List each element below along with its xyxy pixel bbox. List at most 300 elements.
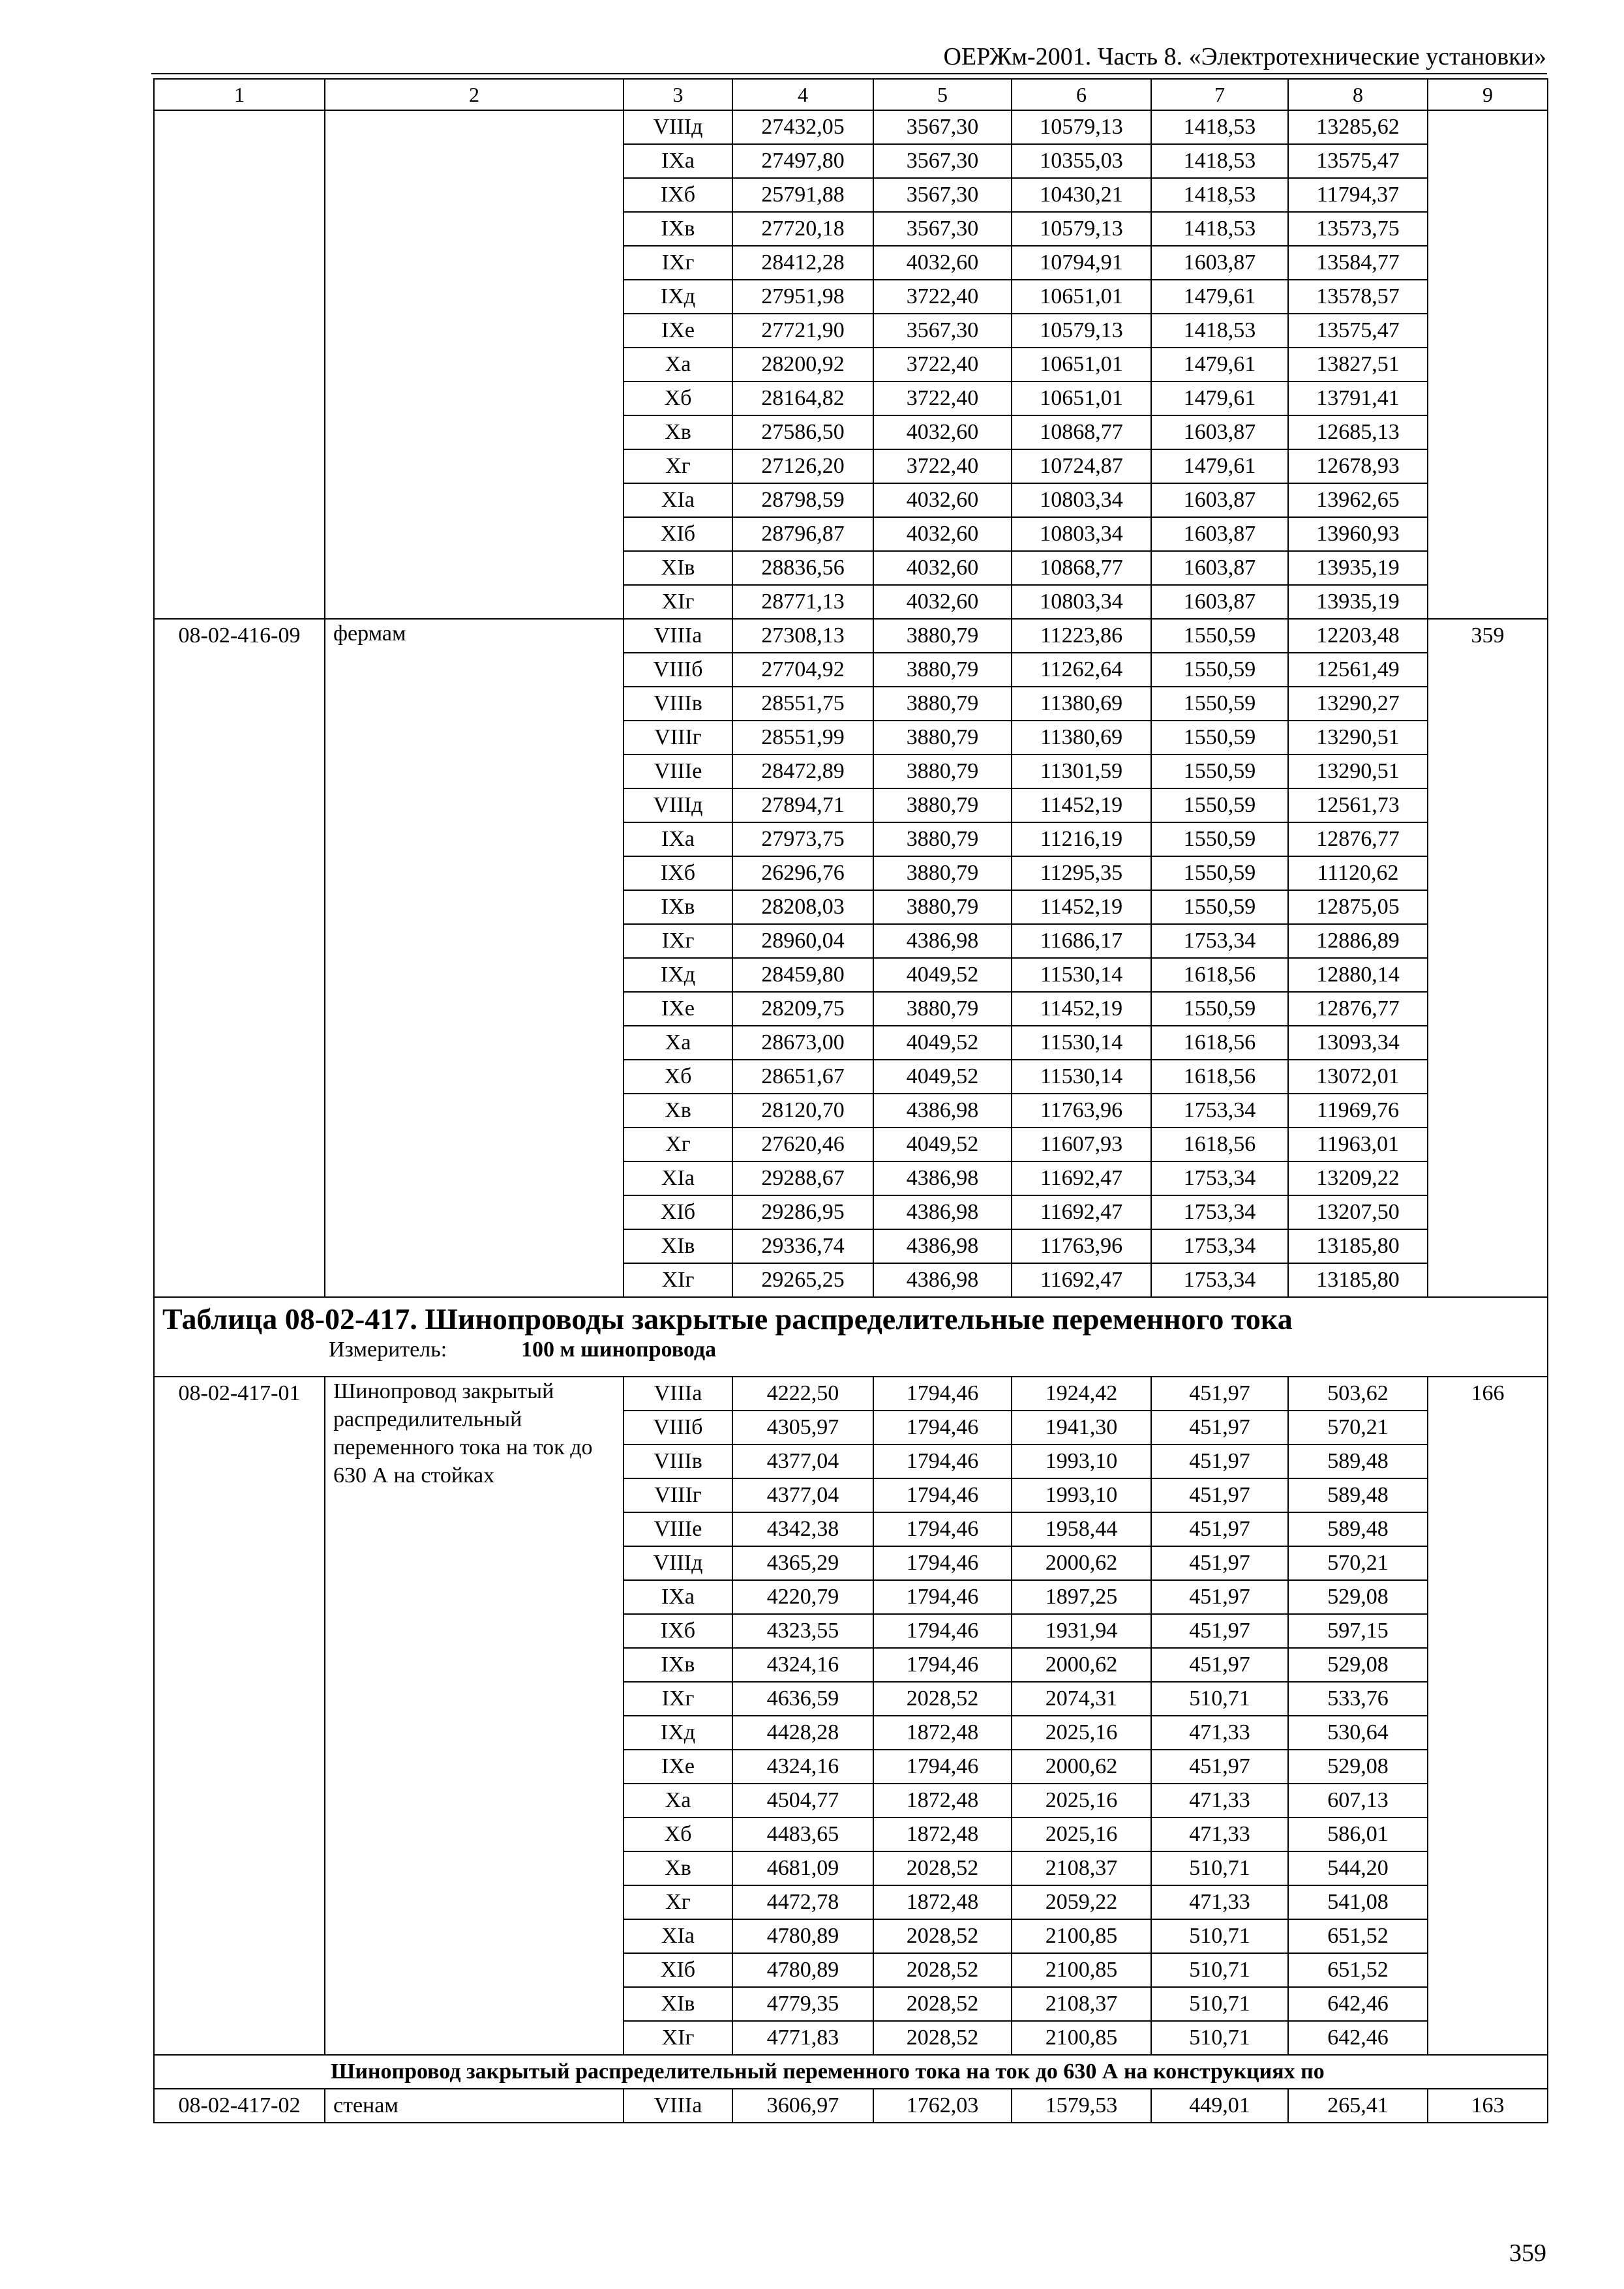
cell-region: IXв <box>624 1648 732 1682</box>
cell-machinist-wages: 451,97 <box>1151 1512 1288 1546</box>
cell-machine-cost: 11452,19 <box>1012 992 1151 1026</box>
cell-total-cost: 27432,05 <box>732 110 873 144</box>
cell-materials: 589,48 <box>1288 1512 1428 1546</box>
cell-machine-cost: 1993,10 <box>1012 1444 1151 1478</box>
cell-wages: 1794,46 <box>873 1614 1012 1648</box>
cell-materials: 11963,01 <box>1288 1128 1428 1161</box>
cell-region: VIIIг <box>624 721 732 755</box>
cell-total-cost: 25791,88 <box>732 178 873 212</box>
cell-code: 08-02-417-01 <box>154 1377 325 2055</box>
cell-total-cost: 4504,77 <box>732 1784 873 1818</box>
section-title: Таблица 08-02-417. Шинопроводы закрытые распределительные переменного тока <box>162 1302 1293 1336</box>
cell-wages: 4032,60 <box>873 551 1012 585</box>
cell-machinist-wages: 510,71 <box>1151 1682 1288 1716</box>
cell-total-cost: 27126,20 <box>732 449 873 483</box>
cell-total-cost: 4305,97 <box>732 1411 873 1444</box>
cell-machinist-wages: 1618,56 <box>1151 1060 1288 1094</box>
cell-machine-cost: 11380,69 <box>1012 721 1151 755</box>
cell-region: VIIIа <box>624 619 732 653</box>
cell-materials: 12886,89 <box>1288 924 1428 958</box>
cell-machine-cost: 10651,01 <box>1012 280 1151 314</box>
cell-total-cost: 27951,98 <box>732 280 873 314</box>
cell-machine-cost: 10651,01 <box>1012 348 1151 382</box>
cell-rate-ref: 166 <box>1428 1377 1548 2055</box>
cell-region: VIIIб <box>624 653 732 687</box>
cell-region: IXб <box>624 856 732 890</box>
cell-total-cost: 28673,00 <box>732 1026 873 1060</box>
cell-total-cost: 4771,83 <box>732 2021 873 2055</box>
cell-wages: 1872,48 <box>873 1885 1012 1919</box>
column-number: 5 <box>873 79 1012 110</box>
cell-machine-cost: 10579,13 <box>1012 314 1151 348</box>
cell-total-cost: 4377,04 <box>732 1444 873 1478</box>
cell-machine-cost: 1958,44 <box>1012 1512 1151 1546</box>
cell-region: Xб <box>624 1818 732 1851</box>
cell-machinist-wages: 1550,59 <box>1151 687 1288 721</box>
cell-machine-cost: 1897,25 <box>1012 1580 1151 1614</box>
cell-materials: 12880,14 <box>1288 958 1428 992</box>
cell-materials: 11120,62 <box>1288 856 1428 890</box>
cell-machine-cost: 11452,19 <box>1012 788 1151 822</box>
column-number-row <box>154 79 1548 110</box>
cell-wages: 2028,52 <box>873 1919 1012 1953</box>
cell-machinist-wages: 1550,59 <box>1151 721 1288 755</box>
cell-wages: 1762,03 <box>873 2089 1012 2123</box>
column-number: 2 <box>325 79 624 110</box>
cell-wages: 3567,30 <box>873 178 1012 212</box>
cell-region: VIIIв <box>624 687 732 721</box>
cell-machinist-wages: 1550,59 <box>1151 992 1288 1026</box>
cell-total-cost: 27973,75 <box>732 822 873 856</box>
cell-total-cost: 4472,78 <box>732 1885 873 1919</box>
cell-machinist-wages: 471,33 <box>1151 1716 1288 1750</box>
cell-wages: 2028,52 <box>873 1953 1012 1987</box>
cell-total-cost: 28200,92 <box>732 348 873 382</box>
cell-materials: 13290,51 <box>1288 755 1428 788</box>
cell-total-cost: 4780,89 <box>732 1919 873 1953</box>
cell-wages: 4386,98 <box>873 1229 1012 1263</box>
cell-materials: 13962,65 <box>1288 483 1428 517</box>
cell-code: 08-02-417-02 <box>154 2089 325 2123</box>
cell-machine-cost: 10724,87 <box>1012 449 1151 483</box>
unit-value: 100 м шинопровода <box>521 1338 717 1362</box>
cell-machinist-wages: 1603,87 <box>1151 415 1288 449</box>
cell-total-cost: 28771,13 <box>732 585 873 619</box>
cell-total-cost: 27720,18 <box>732 212 873 246</box>
cell-wages: 4386,98 <box>873 1263 1012 1297</box>
cell-machine-cost: 10579,13 <box>1012 212 1151 246</box>
cell-total-cost: 27308,13 <box>732 619 873 653</box>
cell-region: XIа <box>624 483 732 517</box>
cell-materials: 642,46 <box>1288 2021 1428 2055</box>
cell-materials: 13578,57 <box>1288 280 1428 314</box>
cell-materials: 13207,50 <box>1288 1195 1428 1229</box>
cell-description <box>325 110 624 619</box>
cell-wages: 3880,79 <box>873 687 1012 721</box>
cell-region: IXд <box>624 280 732 314</box>
cell-region: Xв <box>624 1094 732 1128</box>
cell-machinist-wages: 451,97 <box>1151 1377 1288 1411</box>
cell-materials: 13185,80 <box>1288 1263 1428 1297</box>
cell-region: Xа <box>624 1784 732 1818</box>
cell-machinist-wages: 1753,34 <box>1151 1161 1288 1195</box>
cell-machinist-wages: 1550,59 <box>1151 856 1288 890</box>
cell-total-cost: 28209,75 <box>732 992 873 1026</box>
cell-materials: 12561,73 <box>1288 788 1428 822</box>
cell-machine-cost: 11262,64 <box>1012 653 1151 687</box>
cell-region: VIIIд <box>624 788 732 822</box>
cell-region: Xв <box>624 1851 732 1885</box>
cell-machine-cost: 11686,17 <box>1012 924 1151 958</box>
cell-materials: 13209,22 <box>1288 1161 1428 1195</box>
cell-region: VIIIд <box>624 110 732 144</box>
cell-region: VIIIг <box>624 1478 732 1512</box>
cell-materials: 12203,48 <box>1288 619 1428 653</box>
cell-machinist-wages: 451,97 <box>1151 1614 1288 1648</box>
cell-region: IXе <box>624 1750 732 1784</box>
cell-machinist-wages: 1603,87 <box>1151 517 1288 551</box>
cell-machine-cost: 11530,14 <box>1012 1026 1151 1060</box>
cell-region: XIв <box>624 551 732 585</box>
cell-region: IXе <box>624 314 732 348</box>
cell-wages: 4049,52 <box>873 958 1012 992</box>
cell-total-cost: 28796,87 <box>732 517 873 551</box>
subheader-text: Шинопровод закрытый распределительный переменного тока на ток до 630 А на конструкциях по <box>154 2055 1548 2089</box>
cell-machinist-wages: 1550,59 <box>1151 619 1288 653</box>
cell-region: XIа <box>624 1161 732 1195</box>
cell-region: VIIIд <box>624 1546 732 1580</box>
cell-machinist-wages: 471,33 <box>1151 1885 1288 1919</box>
cell-machinist-wages: 1603,87 <box>1151 585 1288 619</box>
cell-machine-cost: 11763,96 <box>1012 1094 1151 1128</box>
cell-region: IXа <box>624 144 732 178</box>
cell-total-cost: 29336,74 <box>732 1229 873 1263</box>
cell-region: IXб <box>624 1614 732 1648</box>
cell-machine-cost: 10868,77 <box>1012 551 1151 585</box>
cell-region: Xг <box>624 449 732 483</box>
cell-wages: 2028,52 <box>873 2021 1012 2055</box>
table-row <box>154 2089 1548 2123</box>
cell-wages: 4386,98 <box>873 924 1012 958</box>
cell-code <box>154 110 325 619</box>
cell-materials: 13584,77 <box>1288 246 1428 280</box>
cell-region: XIб <box>624 1953 732 1987</box>
cell-materials: 13185,80 <box>1288 1229 1428 1263</box>
cell-wages: 3567,30 <box>873 212 1012 246</box>
cell-total-cost: 29265,25 <box>732 1263 873 1297</box>
cell-region: VIIIа <box>624 2089 732 2123</box>
cell-machine-cost: 1993,10 <box>1012 1478 1151 1512</box>
cell-wages: 4386,98 <box>873 1094 1012 1128</box>
cell-machinist-wages: 1618,56 <box>1151 1128 1288 1161</box>
cell-machinist-wages: 1418,53 <box>1151 110 1288 144</box>
cell-materials: 570,21 <box>1288 1546 1428 1580</box>
cell-machine-cost: 1931,94 <box>1012 1614 1151 1648</box>
cell-total-cost: 27586,50 <box>732 415 873 449</box>
cell-total-cost: 26296,76 <box>732 856 873 890</box>
cell-materials: 544,20 <box>1288 1851 1428 1885</box>
cell-wages: 1872,48 <box>873 1716 1012 1750</box>
cell-machinist-wages: 1618,56 <box>1151 1026 1288 1060</box>
cell-materials: 541,08 <box>1288 1885 1428 1919</box>
cell-machine-cost: 10794,91 <box>1012 246 1151 280</box>
cell-materials: 570,21 <box>1288 1411 1428 1444</box>
cell-materials: 13285,62 <box>1288 110 1428 144</box>
cell-machinist-wages: 1603,87 <box>1151 246 1288 280</box>
cell-region: Xг <box>624 1128 732 1161</box>
cell-machine-cost: 11692,47 <box>1012 1161 1151 1195</box>
cell-total-cost: 4324,16 <box>732 1750 873 1784</box>
cell-region: XIа <box>624 1919 732 1953</box>
cell-wages: 3567,30 <box>873 314 1012 348</box>
cell-materials: 12678,93 <box>1288 449 1428 483</box>
cell-region: VIIIв <box>624 1444 732 1478</box>
cell-description: стенам <box>325 2089 624 2123</box>
cell-region: IXг <box>624 924 732 958</box>
cell-materials: 607,13 <box>1288 1784 1428 1818</box>
cell-region: VIIIа <box>624 1377 732 1411</box>
cell-machinist-wages: 510,71 <box>1151 1919 1288 1953</box>
cell-region: IXа <box>624 1580 732 1614</box>
cell-materials: 13093,34 <box>1288 1026 1428 1060</box>
cell-wages: 1794,46 <box>873 1478 1012 1512</box>
cell-total-cost: 4681,09 <box>732 1851 873 1885</box>
cell-total-cost: 28836,56 <box>732 551 873 585</box>
cell-materials: 13791,41 <box>1288 382 1428 415</box>
cell-machinist-wages: 1550,59 <box>1151 890 1288 924</box>
cell-region: XIг <box>624 585 732 619</box>
column-number: 3 <box>624 79 732 110</box>
cell-total-cost: 4780,89 <box>732 1953 873 1987</box>
cell-region: IXд <box>624 1716 732 1750</box>
cell-materials: 530,64 <box>1288 1716 1428 1750</box>
cell-wages: 1794,46 <box>873 1546 1012 1580</box>
cell-machine-cost: 2025,16 <box>1012 1784 1151 1818</box>
cell-wages: 3567,30 <box>873 110 1012 144</box>
cell-total-cost: 4428,28 <box>732 1716 873 1750</box>
cell-wages: 1794,46 <box>873 1411 1012 1444</box>
cell-region: Xб <box>624 1060 732 1094</box>
cell-machinist-wages: 510,71 <box>1151 1953 1288 1987</box>
cell-wages: 3880,79 <box>873 788 1012 822</box>
cell-total-cost: 4324,16 <box>732 1648 873 1682</box>
cell-machine-cost: 10355,03 <box>1012 144 1151 178</box>
cell-materials: 11794,37 <box>1288 178 1428 212</box>
cell-machine-cost: 11530,14 <box>1012 958 1151 992</box>
cell-wages: 1794,46 <box>873 1648 1012 1682</box>
cell-region: XIб <box>624 1195 732 1229</box>
cell-wages: 4386,98 <box>873 1161 1012 1195</box>
cell-wages: 3722,40 <box>873 348 1012 382</box>
cell-machine-cost: 2074,31 <box>1012 1682 1151 1716</box>
cell-region: Xа <box>624 348 732 382</box>
cell-machine-cost: 11301,59 <box>1012 755 1151 788</box>
cell-total-cost: 27894,71 <box>732 788 873 822</box>
cell-machinist-wages: 1418,53 <box>1151 178 1288 212</box>
cell-machine-cost: 2025,16 <box>1012 1818 1151 1851</box>
cell-wages: 4049,52 <box>873 1060 1012 1094</box>
cell-machine-cost: 2025,16 <box>1012 1716 1151 1750</box>
cell-materials: 533,76 <box>1288 1682 1428 1716</box>
cell-wages: 4032,60 <box>873 483 1012 517</box>
cell-machine-cost: 1579,53 <box>1012 2089 1151 2123</box>
cell-materials: 13575,47 <box>1288 314 1428 348</box>
cell-total-cost: 28412,28 <box>732 246 873 280</box>
cell-region: Xа <box>624 1026 732 1060</box>
cell-total-cost: 28551,75 <box>732 687 873 721</box>
cell-materials: 586,01 <box>1288 1818 1428 1851</box>
cell-wages: 4386,98 <box>873 1195 1012 1229</box>
cell-materials: 651,52 <box>1288 1953 1428 1987</box>
cell-machinist-wages: 451,97 <box>1151 1444 1288 1478</box>
cell-wages: 1872,48 <box>873 1818 1012 1851</box>
cell-region: IXв <box>624 212 732 246</box>
cell-machine-cost: 11295,35 <box>1012 856 1151 890</box>
cell-machine-cost: 1941,30 <box>1012 1411 1151 1444</box>
section-header-row <box>154 1297 1548 1377</box>
cell-machine-cost: 2000,62 <box>1012 1546 1151 1580</box>
cell-region: Xг <box>624 1885 732 1919</box>
cell-machinist-wages: 1550,59 <box>1151 788 1288 822</box>
column-number: 1 <box>154 79 325 110</box>
cell-region: XIб <box>624 517 732 551</box>
cell-wages: 2028,52 <box>873 1682 1012 1716</box>
cell-machinist-wages: 1550,59 <box>1151 822 1288 856</box>
cell-machinist-wages: 1479,61 <box>1151 348 1288 382</box>
cell-machinist-wages: 1479,61 <box>1151 382 1288 415</box>
cell-materials: 529,08 <box>1288 1648 1428 1682</box>
cell-machinist-wages: 1618,56 <box>1151 958 1288 992</box>
cell-rate-ref: 163 <box>1428 2089 1548 2123</box>
cell-machine-cost: 10803,34 <box>1012 585 1151 619</box>
cell-machinist-wages: 1550,59 <box>1151 653 1288 687</box>
cell-wages: 4049,52 <box>873 1128 1012 1161</box>
cell-materials: 12876,77 <box>1288 992 1428 1026</box>
cell-region: VIIIе <box>624 1512 732 1546</box>
cell-materials: 13935,19 <box>1288 551 1428 585</box>
cell-total-cost: 27620,46 <box>732 1128 873 1161</box>
column-number: 7 <box>1151 79 1288 110</box>
cell-total-cost: 4222,50 <box>732 1377 873 1411</box>
cell-machinist-wages: 510,71 <box>1151 2021 1288 2055</box>
cell-region: IXа <box>624 822 732 856</box>
cell-materials: 589,48 <box>1288 1444 1428 1478</box>
cell-wages: 1794,46 <box>873 1444 1012 1478</box>
cell-machinist-wages: 451,97 <box>1151 1648 1288 1682</box>
cell-total-cost: 4342,38 <box>732 1512 873 1546</box>
cell-total-cost: 29286,95 <box>732 1195 873 1229</box>
cell-wages: 4032,60 <box>873 585 1012 619</box>
cell-machinist-wages: 1550,59 <box>1151 755 1288 788</box>
cell-machinist-wages: 451,97 <box>1151 1750 1288 1784</box>
cell-region: Xб <box>624 382 732 415</box>
cell-total-cost: 4779,35 <box>732 1987 873 2021</box>
unit-label: Измеритель: <box>329 1338 447 1362</box>
cell-total-cost: 27497,80 <box>732 144 873 178</box>
table-row <box>154 1377 1548 1411</box>
cell-wages: 3722,40 <box>873 280 1012 314</box>
cell-machine-cost: 10651,01 <box>1012 382 1151 415</box>
cell-materials: 597,15 <box>1288 1614 1428 1648</box>
cell-materials: 13827,51 <box>1288 348 1428 382</box>
cell-materials: 13290,51 <box>1288 721 1428 755</box>
cell-wages: 1794,46 <box>873 1377 1012 1411</box>
cell-rate-ref: 359 <box>1428 619 1548 1297</box>
cell-machine-cost: 2059,22 <box>1012 1885 1151 1919</box>
cell-machine-cost: 10803,34 <box>1012 483 1151 517</box>
cell-machine-cost: 11216,19 <box>1012 822 1151 856</box>
cell-materials: 13960,93 <box>1288 517 1428 551</box>
subheader-row <box>154 2055 1548 2089</box>
cell-total-cost: 28798,59 <box>732 483 873 517</box>
cell-materials: 529,08 <box>1288 1750 1428 1784</box>
cell-machine-cost: 11452,19 <box>1012 890 1151 924</box>
cell-machinist-wages: 1479,61 <box>1151 449 1288 483</box>
cell-wages: 4032,60 <box>873 246 1012 280</box>
cell-wages: 3880,79 <box>873 856 1012 890</box>
cell-machinist-wages: 1753,34 <box>1151 1229 1288 1263</box>
cell-materials: 651,52 <box>1288 1919 1428 1953</box>
cell-machine-cost: 2000,62 <box>1012 1750 1151 1784</box>
cell-total-cost: 28459,80 <box>732 958 873 992</box>
page-number: 359 <box>1509 2239 1546 2267</box>
cell-machinist-wages: 1753,34 <box>1151 924 1288 958</box>
cell-total-cost: 28208,03 <box>732 890 873 924</box>
cell-total-cost: 28164,82 <box>732 382 873 415</box>
cell-machinist-wages: 471,33 <box>1151 1818 1288 1851</box>
cell-total-cost: 29288,67 <box>732 1161 873 1195</box>
cell-region: VIIIб <box>624 1411 732 1444</box>
column-number: 8 <box>1288 79 1428 110</box>
cell-machinist-wages: 1753,34 <box>1151 1195 1288 1229</box>
cell-total-cost: 28472,89 <box>732 755 873 788</box>
cell-wages: 3880,79 <box>873 890 1012 924</box>
cell-machinist-wages: 451,97 <box>1151 1546 1288 1580</box>
cell-machine-cost: 11380,69 <box>1012 687 1151 721</box>
table-row <box>154 619 1548 653</box>
cell-materials: 589,48 <box>1288 1478 1428 1512</box>
cell-materials: 12876,77 <box>1288 822 1428 856</box>
cell-wages: 2028,52 <box>873 1987 1012 2021</box>
cell-machine-cost: 2108,37 <box>1012 1987 1151 2021</box>
cell-materials: 13935,19 <box>1288 585 1428 619</box>
cell-machinist-wages: 1753,34 <box>1151 1094 1288 1128</box>
table-row <box>154 110 1548 144</box>
cell-region: Xв <box>624 415 732 449</box>
cell-machinist-wages: 471,33 <box>1151 1784 1288 1818</box>
cell-machinist-wages: 451,97 <box>1151 1580 1288 1614</box>
column-number: 6 <box>1012 79 1151 110</box>
page-header-title: ОЕРЖм-2001. Часть 8. «Электротехнические установки» <box>943 43 1546 70</box>
cell-description: Шинопровод закрытый распредилительный переменного тока на ток до 630 А на стойках <box>325 1377 624 2055</box>
cell-machinist-wages: 510,71 <box>1151 1851 1288 1885</box>
cell-code: 08-02-416-09 <box>154 619 325 1297</box>
section-header <box>154 1297 1548 1377</box>
cell-machine-cost: 11763,96 <box>1012 1229 1151 1263</box>
cell-region: IXг <box>624 1682 732 1716</box>
cell-wages: 3880,79 <box>873 721 1012 755</box>
cell-materials: 642,46 <box>1288 1987 1428 2021</box>
cell-region: IXе <box>624 992 732 1026</box>
cell-machinist-wages: 1418,53 <box>1151 212 1288 246</box>
cell-machinist-wages: 451,97 <box>1151 1478 1288 1512</box>
cell-wages: 1794,46 <box>873 1750 1012 1784</box>
cell-total-cost: 4220,79 <box>732 1580 873 1614</box>
cell-machinist-wages: 1753,34 <box>1151 1263 1288 1297</box>
column-number: 9 <box>1428 79 1548 110</box>
cell-total-cost: 4636,59 <box>732 1682 873 1716</box>
cell-machinist-wages: 451,97 <box>1151 1411 1288 1444</box>
